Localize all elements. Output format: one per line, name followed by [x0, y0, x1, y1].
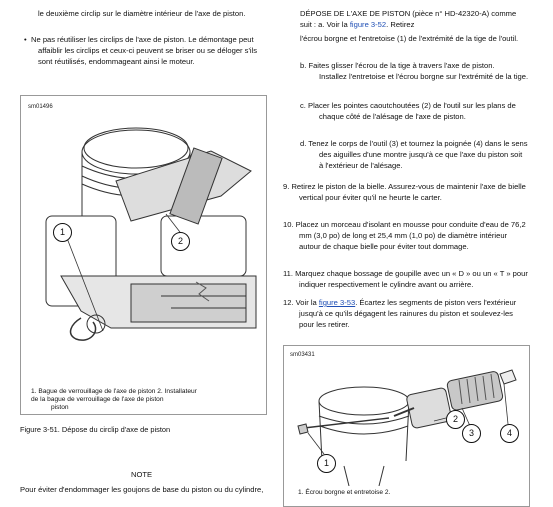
top-line-2-text-a: suit : a. Voir la	[300, 20, 350, 29]
bullet-line-1: Ne pas réutiliser les circlips de l'axe de piston. Le démontage peut	[31, 35, 254, 44]
figure-3-53-link[interactable]: figure 3-53	[318, 298, 356, 307]
note-heading: NOTE	[131, 470, 153, 479]
callout-1: 1	[317, 454, 336, 473]
step-12-line-2: jusqu'à ce qu'ils dégagent les rainures du piston et soulevez-les	[299, 309, 513, 318]
figure-tag: sm03431	[290, 352, 315, 358]
figure-3-51-title: Figure 3-51. Dépose du circlip d'axe de piston	[20, 425, 171, 434]
figure-caption-line-2: de la bague de verrouillage de l'axe de piston	[31, 396, 164, 403]
step-b-line-2: Installez l'entretoise et l'écrou borgne sur l'extrémité de la tige.	[319, 72, 529, 81]
bullet-line-2: affaiblir les circlips et ceux-ci peuvent se briser ou se déloger s'ils	[38, 46, 258, 55]
right-top-line-1: DÉPOSE DE L'AXE DE PISTON (pièce n° HD-42320-A) comme	[300, 9, 517, 18]
step-9-line-1: 9. Retirez le piston de la bielle. Assurez-vous de maintenir l'axe de bielle	[283, 182, 526, 191]
callout-2: 2	[171, 232, 190, 251]
figure-3-53	[283, 345, 530, 507]
right-top-line-3: l'écrou borgne et l'entretoise (1) de l'extrémité de la tige de l'outil.	[300, 34, 519, 43]
right-top-line-2	[300, 20, 414, 30]
figure-3-51	[20, 95, 267, 415]
step-12-text-b: . Écartez les segments de piston vers l'extérieur	[355, 298, 517, 307]
step-12-line-1	[283, 298, 516, 308]
bullet-marker: •	[24, 35, 27, 44]
step-10-line-3: autour de chaque bielle pour éviter tout dommage.	[299, 242, 469, 251]
bullet-line-3: sont réutilisés, endommageant ainsi le moteur.	[38, 57, 195, 66]
step-12-text-a: 12. Voir la	[283, 298, 319, 307]
note-text: Pour éviter d'endommager les goujons de base du piston ou du cylindre,	[20, 485, 264, 494]
figure-caption-line-1: 1. Écrou borgne et entretoise 2.	[298, 489, 391, 496]
step-c-line-2: chaque côté de l'alésage de l'axe de piston.	[319, 112, 466, 121]
step-11-line-2: indiquer respectivement le cylindre avant ou arrière.	[299, 280, 474, 289]
step-d-line-1: d. Tenez le corps de l'outil (3) et tournez la poignée (4) dans le sens	[300, 139, 528, 148]
step-b-line-1: b. Faites glisser l'écrou de la tige à travers l'axe de piston.	[300, 61, 495, 70]
callout-4: 4	[500, 424, 519, 443]
figure-caption-line-1: 1. Bague de verrouillage de l'axe de piston 2. Installateur	[31, 388, 197, 395]
top-line-2-text-b: . Retirez	[386, 20, 415, 29]
step-11-line-1: 11. Marquez chaque bossage de goupille avec un « D » ou un « T » pour	[283, 269, 528, 278]
left-paragraph-0: le deuxième circlip sur le diamètre intérieur de l'axe de piston.	[38, 9, 246, 18]
step-12-line-3: pour les retirer.	[299, 320, 350, 329]
step-c-line-1: c. Placer les pointes caoutchoutées (2) de l'outil sur les plans de	[300, 101, 516, 110]
step-d-line-2: des aiguilles d'une montre jusqu'à ce que l'axe du piston soit	[319, 150, 523, 159]
step-10-line-1: 10. Placez un morceau d'isolant en mousse pour conduite d'eau de 76,2	[283, 220, 526, 229]
figure-3-52-link[interactable]: figure 3-52	[349, 20, 387, 29]
callout-3: 3	[462, 424, 481, 443]
figure-tag: sm01496	[28, 104, 53, 110]
step-9-line-2: vertical pour éviter qu'il ne heurte le carter.	[299, 193, 442, 202]
step-10-line-2: mm (3,0 po) de long et 25,4 mm (1,0 po) de diamètre intérieur	[299, 231, 508, 240]
step-d-line-3: à l'extérieur de l'alésage.	[319, 161, 403, 170]
callout-2: 2	[446, 410, 465, 429]
callout-1: 1	[53, 223, 72, 242]
figure-caption-line-3: piston	[51, 404, 69, 411]
